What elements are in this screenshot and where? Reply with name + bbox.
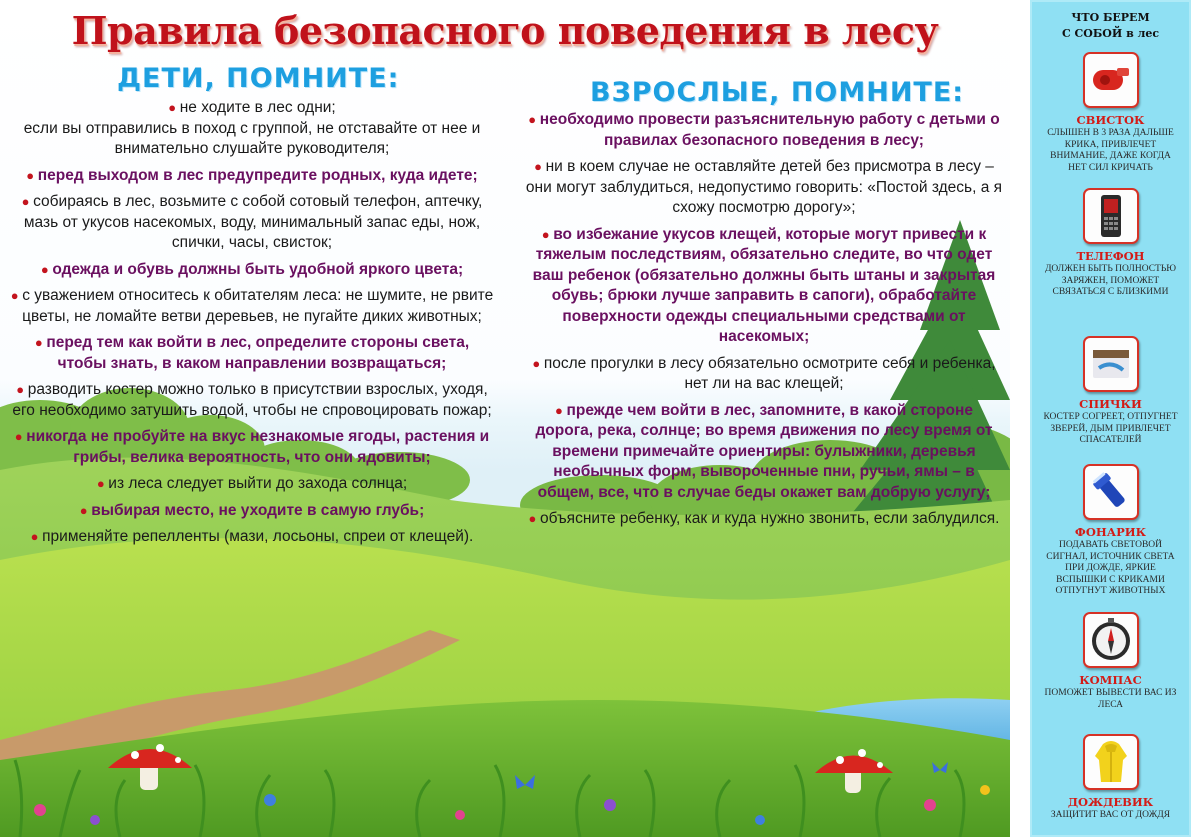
sidebar-item-whistle-desc: СЛЫШЕН В 3 РАЗА ДАЛЬШЕ КРИКА, ПРИВЛЕЧЕТ ВНИМАНИЕ, ДАЖЕ КОГДА НЕТ СИЛ КРИЧАТЬ bbox=[1047, 128, 1174, 173]
adults-heading: ВЗРОСЛЫЕ, ПОМНИТЕ: bbox=[590, 77, 965, 108]
rule-text: одежда и обувь должны быть удобной яркого цвета; bbox=[52, 260, 464, 278]
rule-item bbox=[10, 474, 494, 495]
rule-item bbox=[10, 286, 494, 327]
sidebar-heading-line1: ЧТО БЕРЕМ bbox=[1071, 11, 1150, 24]
bullet-icon: ● bbox=[79, 502, 92, 518]
rule-item bbox=[10, 380, 494, 421]
compass-icon bbox=[1083, 612, 1139, 668]
rule-text: с уважением относитесь к обитателям леса: не шумите, не рвите цветы, не ломайте ветви деревьев, не пугайте диких животных; bbox=[22, 287, 494, 325]
sidebar-item-flashlight-name: ФОНАРИК bbox=[1074, 525, 1147, 539]
phone-icon bbox=[1083, 188, 1139, 244]
bullet-icon: ● bbox=[168, 100, 180, 115]
bullet-icon: ● bbox=[532, 355, 544, 371]
sidebar-item-matches bbox=[1030, 336, 1191, 447]
bullet-icon: ● bbox=[34, 335, 47, 350]
rule-item bbox=[10, 166, 494, 187]
bullet-icon: ● bbox=[21, 194, 34, 209]
rule-item bbox=[525, 225, 1003, 348]
children-rules bbox=[10, 98, 494, 554]
rule-text: объясните ребенку, как и куда нужно звонить, если заблудился. bbox=[540, 510, 1000, 527]
sidebar-item-flashlight-desc: ПОДАВАТЬ СВЕТОВОЙ СИГНАЛ, ИСТОЧНИК СВЕТА ПРИ ДОЖДЕ, ЯРКИЕ ВСПЫШКИ С КРИКАМИ ОТПУГНУТ ЖИВОТНЫХ bbox=[1046, 540, 1175, 596]
adults-rules bbox=[525, 110, 1003, 536]
rule-item bbox=[10, 427, 494, 468]
rule-item bbox=[10, 260, 494, 281]
bullet-icon: ● bbox=[14, 429, 27, 444]
rule-item bbox=[10, 333, 494, 374]
rule-text: никогда не пробуйте на вкус незнакомые ягоды, растения и грибы, велика вероятность, что они ядовиты; bbox=[26, 428, 490, 466]
sidebar-item-raincoat-name: ДОЖДЕВИК bbox=[1067, 795, 1154, 809]
sidebar-item-raincoat bbox=[1030, 734, 1191, 822]
sidebar-item-matches-desc: КОСТЕР СОГРЕЕТ, ОТПУГНЕТ ЗВЕРЕЙ, ДЫМ ПРИВЛЕЧЕТ СПАСАТЕЛЕЙ bbox=[1043, 412, 1178, 445]
bullet-icon: ● bbox=[555, 402, 567, 418]
rule-text: прежде чем войти в лес, запомните, в какой стороне дорога, река, солнце; во время движения по лесу время от времени примечайте ориентиры: булыжники, деревья необычных форм, вывороченные пни, ручьи, ямы – в общем, все, что в случае беды окажет вам добрую услугу; bbox=[535, 401, 993, 501]
bullet-icon: ● bbox=[10, 288, 23, 303]
sidebar-heading bbox=[1030, 10, 1191, 42]
bullet-icon: ● bbox=[96, 476, 109, 491]
rule-item bbox=[525, 354, 1003, 395]
rule-text: не ходите в лес одни; если вы отправились в поход с группой, не отставайте от нее и внимательно слушайте руководителя; bbox=[23, 99, 481, 157]
matches-icon bbox=[1083, 336, 1139, 392]
rule-text: после прогулки в лесу обязательно осмотрите себя и ребенка, нет ли на вас клещей; bbox=[543, 354, 996, 392]
sidebar-item-flashlight bbox=[1030, 464, 1191, 598]
sidebar-item-phone-name: ТЕЛЕФОН bbox=[1076, 249, 1145, 263]
flashlight-icon bbox=[1083, 464, 1139, 520]
bullet-icon: ● bbox=[528, 511, 540, 526]
rule-item bbox=[10, 192, 494, 254]
rule-text: из леса следует выйти до захода солнца; bbox=[108, 475, 408, 492]
bullet-icon: ● bbox=[30, 529, 43, 544]
sidebar-item-compass-name: КОМПАС bbox=[1079, 673, 1142, 687]
rule-item bbox=[10, 501, 494, 522]
sidebar-heading-line2: С СОБОЙ в лес bbox=[1061, 27, 1160, 40]
bullet-icon: ● bbox=[534, 159, 546, 174]
rule-text: необходимо провести разъяснительную работу с детьми о правилах безопасного поведения в лесу; bbox=[539, 111, 1000, 149]
rule-text: перед выходом в лес предупредите родных, куда идете; bbox=[37, 166, 478, 184]
rule-item bbox=[525, 157, 1003, 219]
sidebar-item-matches-name: СПИЧКИ bbox=[1079, 397, 1142, 411]
rule-item bbox=[10, 98, 494, 160]
sidebar-item-phone bbox=[1030, 188, 1191, 299]
rule-text: ни в коем случае не оставляйте детей без присмотра в лесу – они могут заблудиться, недопустимо говорить: «Постой здесь, а я схожу посмотрю дорогу»; bbox=[525, 158, 1003, 216]
poster-title: Правила безопасного поведения в лесу bbox=[71, 8, 939, 53]
sidebar-item-raincoat-desc: ЗАЩИТИТ ВАС ОТ ДОЖДЯ bbox=[1050, 810, 1171, 820]
bullet-icon: ● bbox=[16, 382, 28, 397]
rule-item bbox=[525, 110, 1003, 151]
sidebar-item-whistle bbox=[1030, 52, 1191, 174]
whistle-icon bbox=[1083, 52, 1139, 108]
bullet-icon: ● bbox=[26, 167, 38, 183]
sidebar-item-whistle-name: СВИСТОК bbox=[1076, 113, 1145, 127]
bullet-icon: ● bbox=[528, 112, 540, 127]
bullet-icon: ● bbox=[40, 261, 53, 277]
bullet-icon: ● bbox=[541, 226, 554, 242]
rule-text: выбирая место, не уходите в самую глубь; bbox=[91, 501, 425, 519]
raincoat-icon bbox=[1083, 734, 1139, 790]
rule-item bbox=[525, 401, 1003, 504]
rule-text: перед тем как войти в лес, определите стороны света, чтобы знать, в каком направлении возвращаться; bbox=[46, 334, 470, 372]
rule-text: собираясь в лес, возьмите с собой сотовый телефон, аптечку, мазь от укусов насекомых, воду, минимальный запас еды, нож, спички, часы, свисток; bbox=[23, 193, 483, 251]
sidebar-item-phone-desc: ДОЛЖЕН БЫТЬ ПОЛНОСТЬЮ ЗАРЯЖЕН, ПОМОЖЕТ СВЯЗАТЬСЯ С БЛИЗКИМИ bbox=[1044, 264, 1177, 297]
sidebar-what-to-take bbox=[1030, 0, 1191, 837]
rule-text: применяйте репелленты (мази, лосьоны, спреи от клещей). bbox=[42, 528, 474, 545]
children-heading: ДЕТИ, ПОМНИТЕ: bbox=[117, 63, 400, 94]
rule-item bbox=[525, 509, 1003, 530]
rule-text: во избежание укусов клещей, которые могут привести к тяжелым последствиям, обязательно следите, во что одет ваш ребенок (обязательно должны быть штаны и закрытая обувь; брюки лучше заправить в сапоги), обработайте поверхности одежды специальными средствами от насекомых; bbox=[532, 225, 996, 345]
sidebar-item-compass bbox=[1030, 612, 1191, 711]
sidebar-item-compass-desc: ПОМОЖЕТ ВЫВЕСТИ ВАС ИЗ ЛЕСА bbox=[1044, 688, 1177, 710]
rule-text: разводить костер можно только в присутствии взрослых, уходя, его необходимо затушить водой, чтобы не спровоцировать пожар; bbox=[12, 381, 492, 419]
rule-item bbox=[10, 527, 494, 548]
